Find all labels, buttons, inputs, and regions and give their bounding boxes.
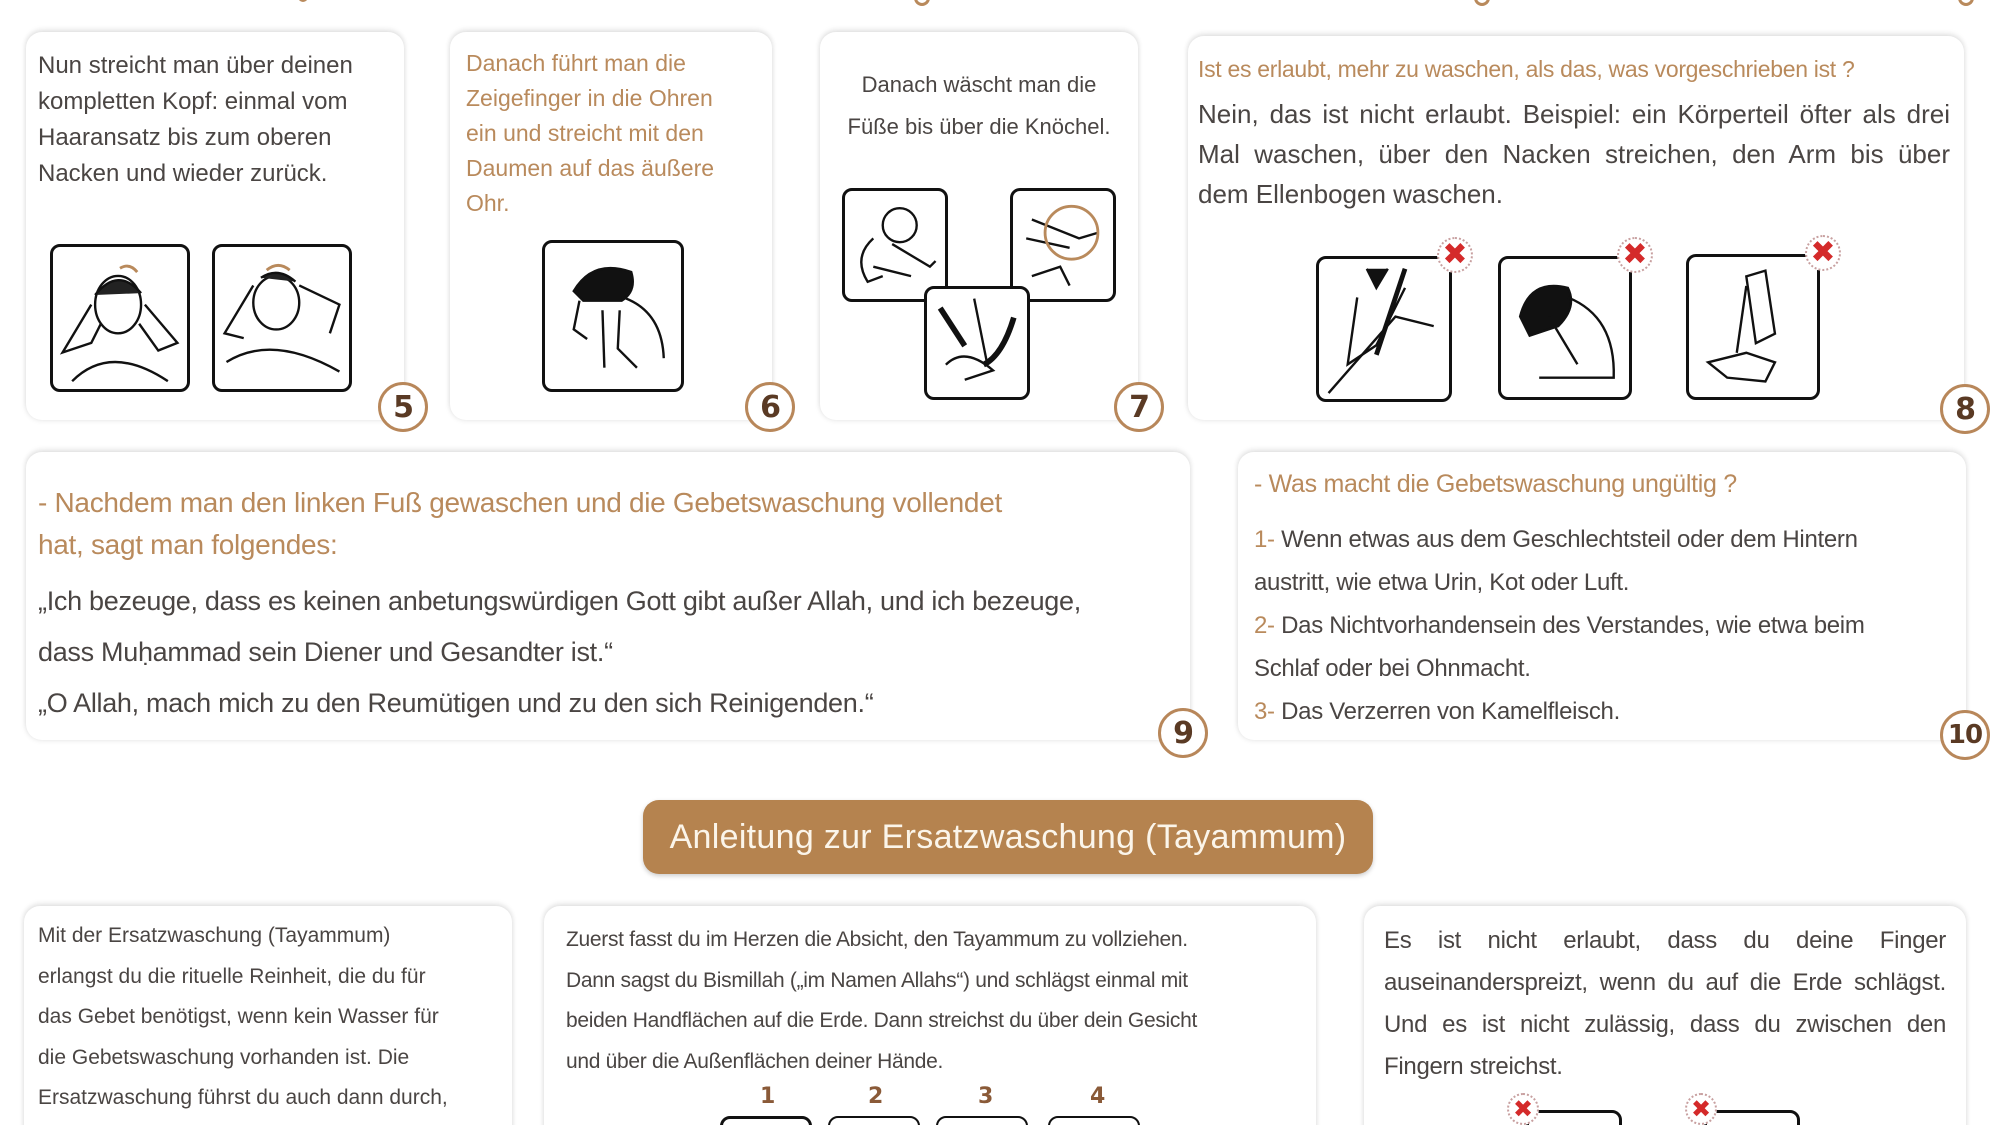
step-number-badge-8: 8: [1940, 384, 1990, 434]
forbidden-x-icon: ✖: [1805, 235, 1841, 271]
step-card-7: [820, 32, 1138, 420]
invalidator-item-3: 3- Das Verzerren von Kamelfleisch.: [1254, 698, 1620, 725]
tayammum-step-illustration-3: [936, 1116, 1028, 1125]
tayammum-rules-card: [1364, 906, 1966, 1125]
tayammum-step-illustration-4: [1048, 1116, 1140, 1125]
invalidator-item-2: 2- Das Nichtvorhandensein des Verstandes, wie etwa beim: [1254, 612, 1865, 639]
head-wipe-front-illustration: [50, 244, 190, 392]
between-fingers-illustration: [1690, 1095, 1800, 1125]
tayammum-intro-text: Mit der Ersatzwaschung (Tayammum) erlangst du die rituelle Reinheit, die du für das Gebet benötigst, wenn kein Wasser für die Gebetswaschung vorhanden ist. Die Ersatzwaschung führst du auch dann durch,: [38, 924, 448, 1109]
forbidden-x-icon: ✖: [1685, 1093, 1717, 1125]
head-wipe-back-illustration: [212, 244, 352, 392]
step-number-badge-6: 6: [745, 382, 795, 432]
tayammum-step-label-2: 2: [868, 1084, 884, 1109]
top-connector-marker: [1958, 0, 1974, 6]
tayammum-steps-card: [544, 906, 1316, 1125]
tayammum-section-banner: Anleitung zur Ersatzwaschung (Tayammum): [643, 800, 1373, 874]
top-connector-marker: [914, 0, 930, 6]
tayammum-step-label-3: 3: [978, 1084, 994, 1109]
step-number-badge-10: 10: [1940, 710, 1990, 760]
step-card-9: [26, 452, 1190, 740]
tayammum-rules-text: Es ist nicht erlaubt, dass du deine Finger auseinanderspreizt, wenn du auf die Erde schlägst. Und es ist nicht zulässig, dass du zwischen den Fingern streichst.: [1384, 927, 1946, 1080]
step-8-answer: Nein, das ist nicht erlaubt. Beispiel: ein Körperteil öfter als drei Mal waschen, über den Nacken streichen, den Arm bis über dem Ellenbogen waschen.: [1198, 99, 1950, 209]
forbidden-x-icon: ✖: [1617, 237, 1653, 273]
step-card-5: [26, 32, 404, 420]
foot-wash-illustration-2: [1010, 188, 1116, 302]
tayammum-step-illustration-2: [828, 1116, 920, 1125]
spread-fingers-illustration: [1512, 1095, 1622, 1125]
ear-wipe-illustration: [542, 240, 684, 392]
foot-wash-illustration-1: [842, 188, 948, 302]
step-card-6: [450, 32, 772, 420]
top-connector-marker: [1474, 0, 1490, 6]
tayammum-step-illustration-1: [720, 1116, 812, 1125]
foot-illustration: [1686, 235, 1836, 400]
step-7-text: Danach wäscht man die Füße bis über die Knöchel.: [847, 72, 1111, 139]
tayammum-intro-card: [24, 906, 512, 1125]
top-connector-marker: [298, 0, 308, 2]
foot-wash-illustration-3: [924, 286, 1030, 400]
tayammum-step-label-1: 1: [760, 1084, 776, 1109]
invalidators-list: 1- Wenn etwas aus dem Geschlechtsteil oder dem Hintern austritt, wie etwa Urin, Kot oder Luft. 2- Das Nichtvorhandensein des Verstandes, wie etwa beim Schlaf oder bei Ohnmacht. 3- Das Verzerren von Kamelfleisch.: [1254, 518, 1865, 733]
invalidator-item-1: 1- Wenn etwas aus dem Geschlechtsteil oder dem Hintern: [1254, 526, 1858, 553]
step-6-text: Danach führt man die Zeigefinger in die Ohren ein und streicht mit den Daumen auf das äußere Ohr.: [466, 50, 715, 216]
step-number-badge-9: 9: [1158, 708, 1208, 758]
step-8-question: Ist es erlaubt, mehr zu waschen, als das, was vorgeschrieben ist ?: [1198, 56, 1855, 82]
step-card-8: [1188, 36, 1964, 420]
forbidden-x-icon: ✖: [1507, 1093, 1539, 1125]
step-number-badge-5: 5: [378, 382, 428, 432]
arm-over-elbow-illustration: [1316, 237, 1468, 402]
step-number-badge-7: 7: [1114, 382, 1164, 432]
tayammum-steps-text: Zuerst fasst du im Herzen die Absicht, den Tayammum zu vollziehen. Dann sagst du Bismillah („im Namen Allahs“) und schlägst einmal mit beiden Handflächen auf die Erde. Dann streichst du über dein Gesicht und über die Außenflächen deiner Hände.: [566, 928, 1198, 1073]
neck-wipe-illustration: [1498, 237, 1648, 400]
step-card-10: [1238, 452, 1966, 740]
step-5-text: Nun streicht man über deinen kompletten Kopf: einmal vom Haaransatz bis zum oberen Nacken und wieder zurück.: [38, 52, 353, 187]
tayammum-step-label-4: 4: [1090, 1084, 1106, 1109]
forbidden-x-icon: ✖: [1437, 237, 1473, 273]
step-10-heading: - Was macht die Gebetswaschung ungültig ?: [1254, 470, 1737, 498]
step-9-heading: - Nachdem man den linken Fuß gewaschen und die Gebetswaschung vollendet hat, sagt man folgendes:: [38, 487, 1002, 560]
step-9-quote: „Ich bezeuge, dass es keinen anbetungswürdigen Gott gibt außer Allah, und ich bezeuge, dass Muḥammad sein Diener und Gesandter ist.“ „O Allah, mach mich zu den Reumütigen und zu den sich Reinigenden.“: [38, 586, 1081, 718]
